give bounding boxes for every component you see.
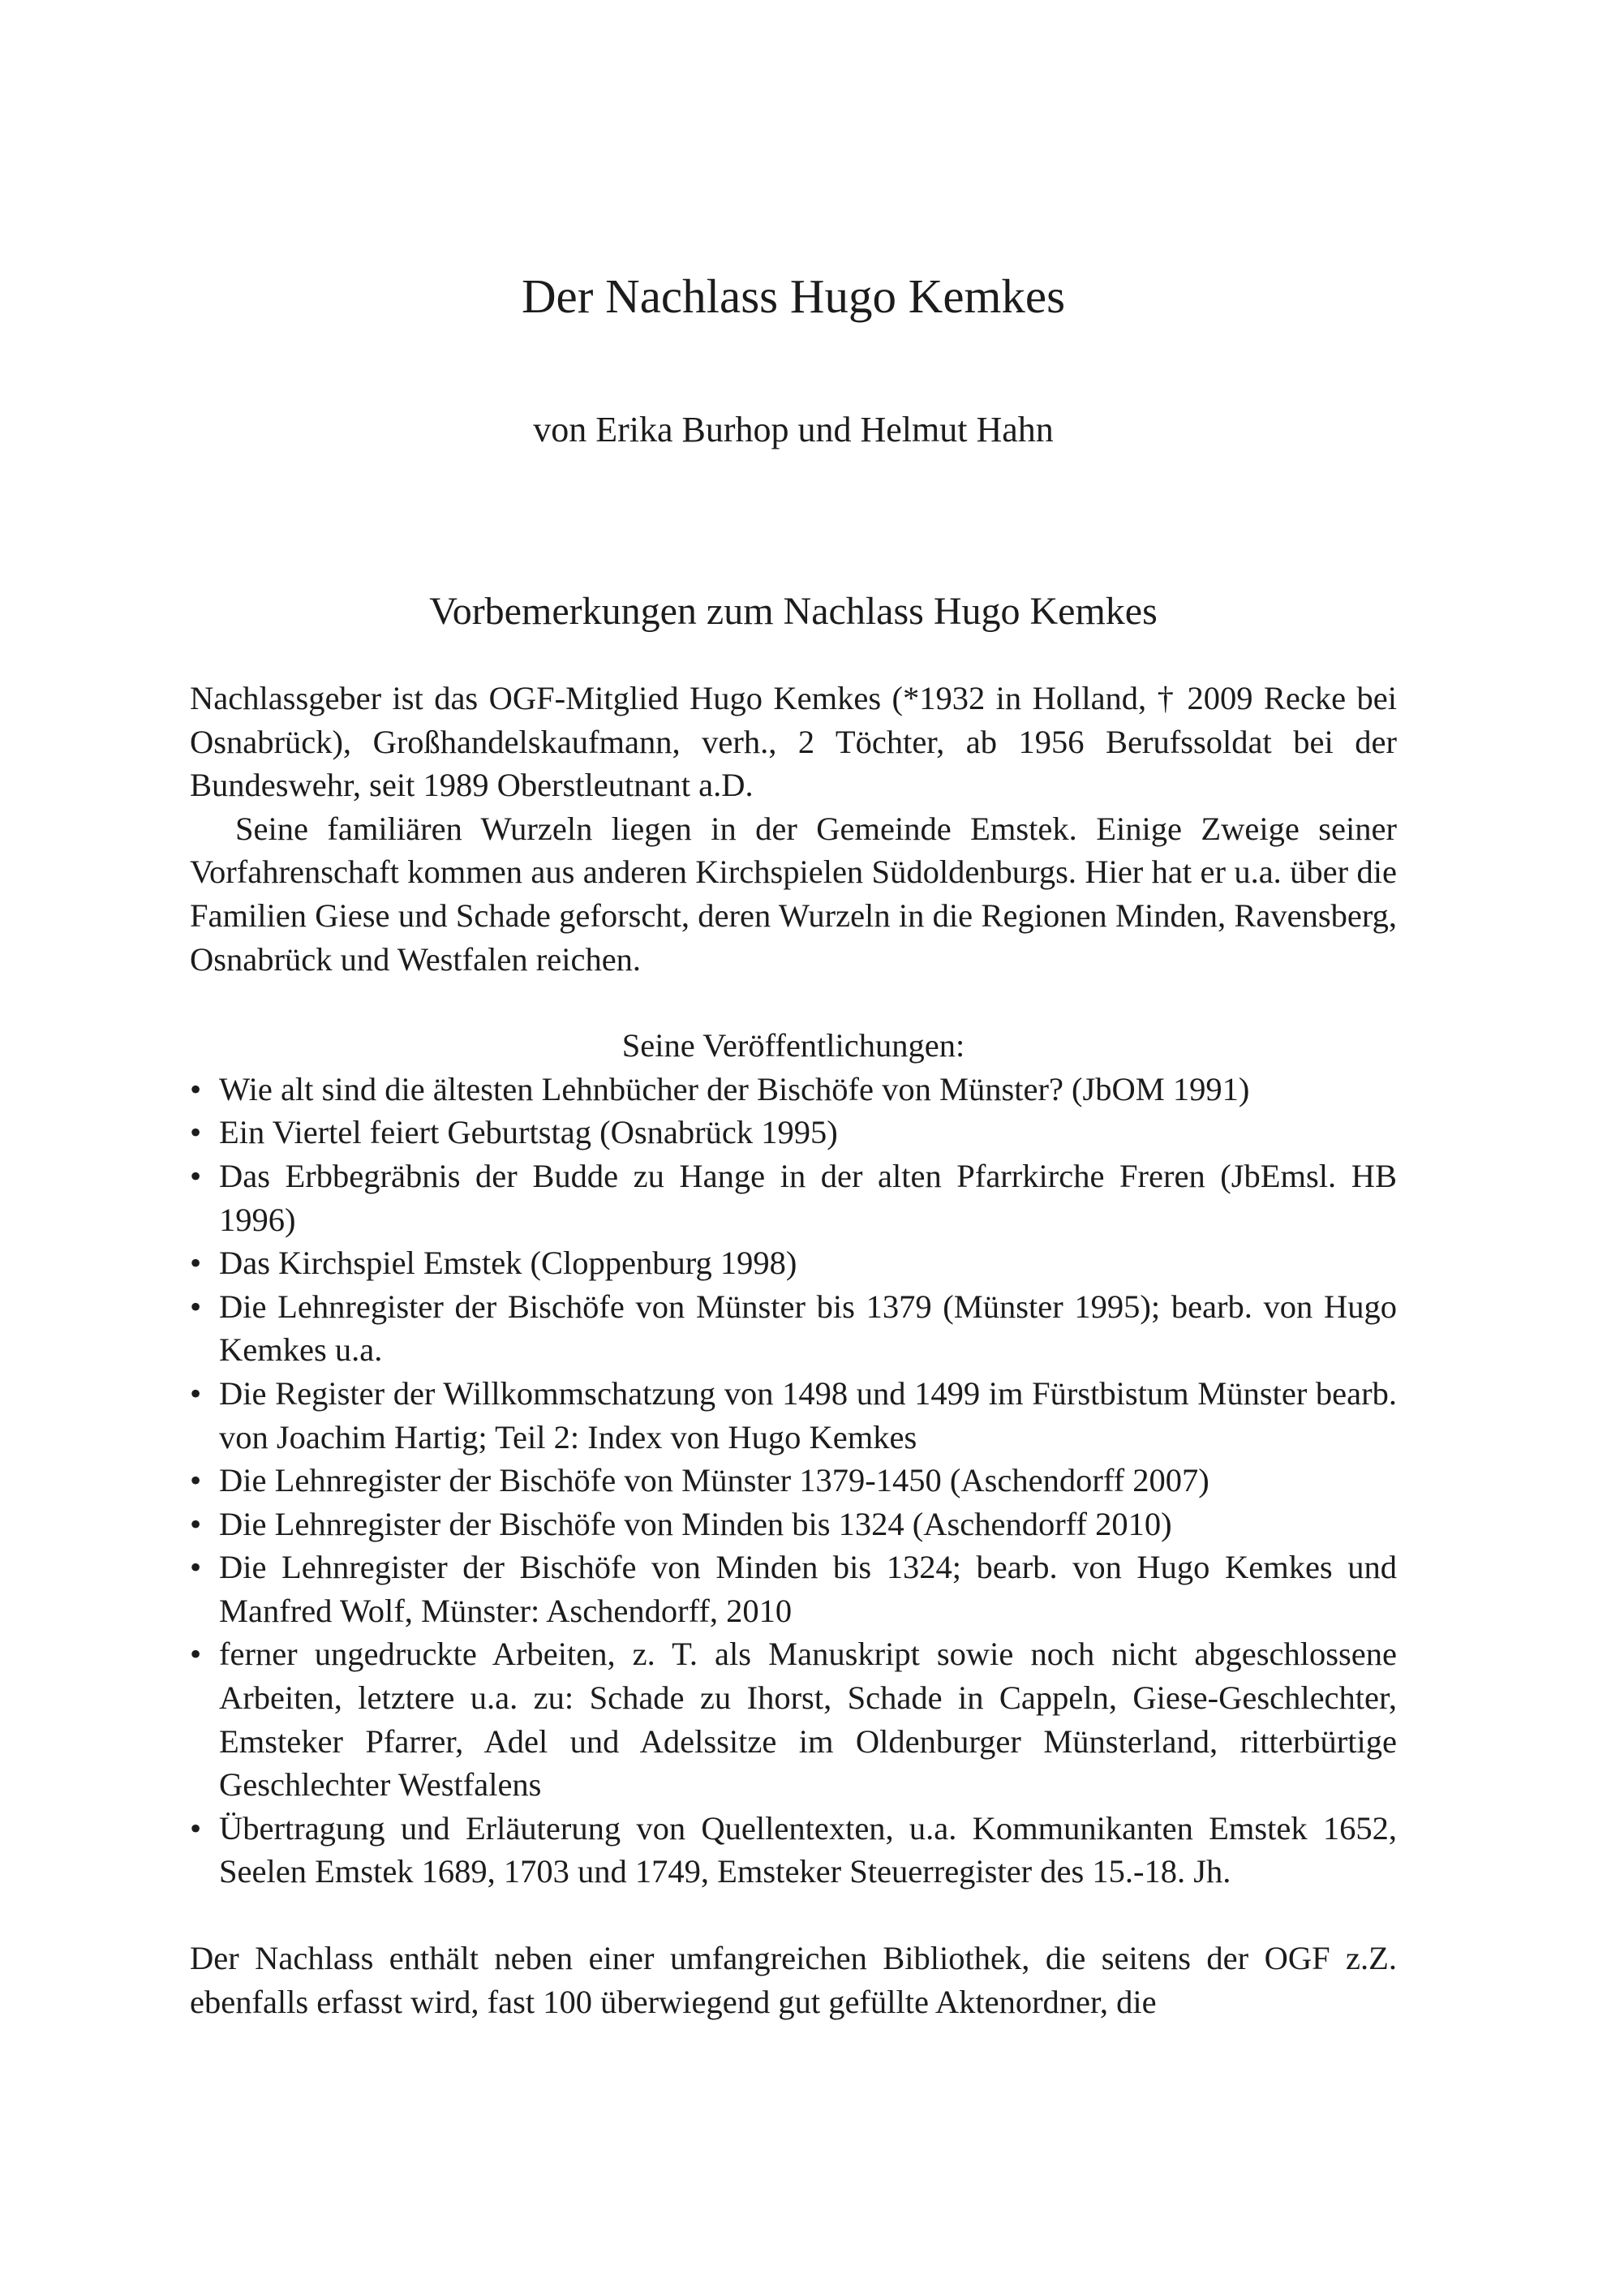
list-item-text: Die Lehnregister der Bischöfe von Münster 1379-1450 (Aschendorff 2007) xyxy=(219,1462,1209,1499)
list-item xyxy=(190,1632,1397,1806)
list-item xyxy=(190,1154,1397,1241)
body-text xyxy=(190,677,1397,2023)
bullet-icon: • xyxy=(190,1288,202,1325)
bullet-icon: • xyxy=(190,1070,202,1107)
list-item xyxy=(190,1372,1397,1459)
list-item-text: Das Erbbegräbnis der Budde zu Hange in der alten Pfarrkirche Freren (JbEmsl. HB 1996) xyxy=(219,1157,1397,1238)
list-item-text: Die Register der Willkommschatzung von 1498 und 1499 im Fürstbistum Münster bearb. von Joachim Hartig; Teil 2: Index von Hugo Kemkes xyxy=(219,1374,1397,1455)
list-item-text: ferner ungedruckte Arbeiten, z. T. als Manuskript sowie noch nicht abgeschlossene Arbeiten, letztere u.a. zu: Schade zu Ihorst, Schade in Cappeln, Giese-Geschlechter, Emsteker Pfarrer, Adel und Adelssitze im Oldenburger Münsterland, ritterbürtige Geschlechter Westfalens xyxy=(219,1636,1397,1804)
page-title: Der Nachlass Hugo Kemkes xyxy=(521,269,1066,323)
list-item-text: Das Kirchspiel Emstek (Cloppenburg 1998) xyxy=(219,1245,797,1282)
list-item xyxy=(190,1807,1397,1894)
bullet-icon: • xyxy=(190,1374,202,1412)
paragraph-closing: Der Nachlass enthält neben einer umfangreichen Bibliothek, die seitens der OGF z.Z. ebenfalls erfasst wird, fast 100 überwiegend gut gefüllte Aktenordner, die xyxy=(190,1940,1397,2020)
list-item xyxy=(190,1503,1397,1546)
bullet-icon: • xyxy=(190,1505,202,1542)
author-line: von Erika Burhop und Helmut Hahn xyxy=(533,410,1054,449)
bullet-icon: • xyxy=(190,1245,202,1282)
bullet-icon: • xyxy=(190,1636,202,1673)
list-item-text: Ein Viertel feiert Geburtstag (Osnabrück 1995) xyxy=(219,1114,838,1151)
bullet-icon: • xyxy=(190,1114,202,1151)
bullet-icon: • xyxy=(190,1809,202,1847)
list-item-text: Übertragung und Erläuterung von Quellentexten, u.a. Kommunikanten Emstek 1652, Seelen Emstek 1689, 1703 und 1749, Emsteker Steuerregister des 15.-18. Jh. xyxy=(219,1809,1397,1890)
list-item-text: Wie alt sind die ältesten Lehnbücher der Bischöfe von Münster? (JbOM 1991) xyxy=(219,1070,1250,1107)
list-item xyxy=(190,1546,1397,1632)
bullet-icon: • xyxy=(190,1462,202,1499)
bullet-icon: • xyxy=(190,1549,202,1586)
list-item xyxy=(190,1111,1397,1154)
list-item xyxy=(190,1459,1397,1503)
list-item xyxy=(190,1068,1397,1111)
paragraph-intro: Nachlassgeber ist das OGF-Mitglied Hugo Kemkes (*1932 in Holland, † 2009 Recke bei Osnabrück), Großhandelskaufmann, verh., 2 Töchter, ab 1956 Berufssoldat bei der Bundeswehr, seit 1989 Oberstleutnant a.D. xyxy=(190,680,1397,804)
list-item xyxy=(190,1285,1397,1372)
publications-heading: Seine Veröffentlichungen: xyxy=(621,1027,965,1064)
paragraph-roots: Seine familiären Wurzeln liegen in der Gemeinde Emstek. Einige Zweige seiner Vorfahrenschaft kommen aus anderen Kirchspielen Südoldenburgs. Hier hat er u.a. über die Familien Giese und Schade geforscht, deren Wurzeln in die Regionen Minden, Ravensberg, Osnabrück und Westfalen reichen. xyxy=(190,810,1397,978)
section-heading: Vorbemerkungen zum Nachlass Hugo Kemkes xyxy=(429,590,1158,633)
publications-list xyxy=(190,1068,1397,1894)
bullet-icon: • xyxy=(190,1157,202,1194)
list-item-text: Die Lehnregister der Bischöfe von Münster bis 1379 (Münster 1995); bearb. von Hugo Kemkes u.a. xyxy=(219,1288,1397,1369)
list-item-text: Die Lehnregister der Bischöfe von Minden bis 1324; bearb. von Hugo Kemkes und Manfred Wolf, Münster: Aschendorff, 2010 xyxy=(219,1549,1397,1629)
list-item-text: Die Lehnregister der Bischöfe von Minden bis 1324 (Aschendorff 2010) xyxy=(219,1505,1172,1542)
list-item xyxy=(190,1241,1397,1285)
